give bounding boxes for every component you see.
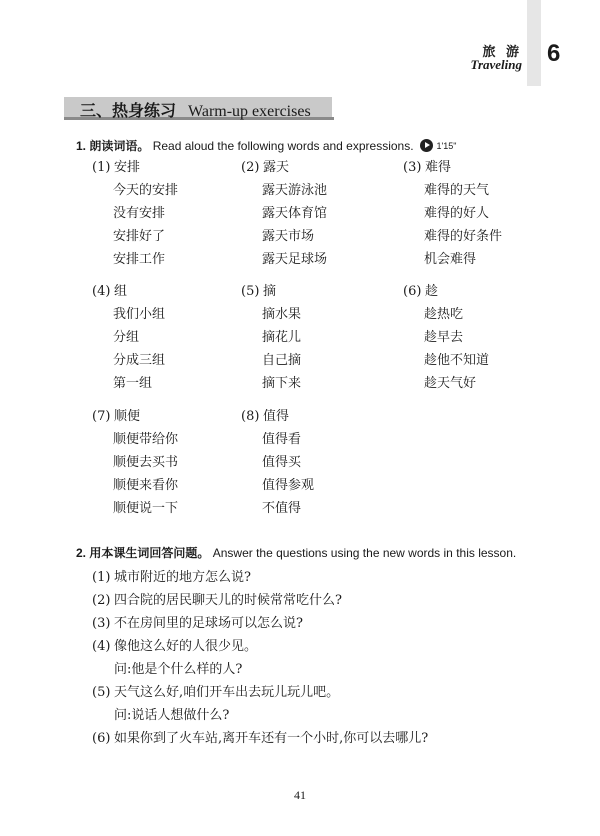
word-expression: 顺便来看你 xyxy=(113,478,179,493)
question-text: 四合院的居民聊天儿的时候常常吃什么? xyxy=(114,593,342,608)
word-expression: 自己摘 xyxy=(262,353,302,368)
question-item xyxy=(92,612,303,631)
question-number: (3) xyxy=(92,616,111,631)
word-expression: 顺便说一下 xyxy=(113,501,179,516)
section-title-en: Warm-up exercises xyxy=(188,103,311,120)
question-text: 如果你到了火车站,离开车还有一个小时,你可以去哪儿? xyxy=(114,731,429,746)
word-group xyxy=(92,156,178,271)
word-group-head: 难得 xyxy=(425,160,452,175)
word-group-number: (6) xyxy=(403,284,422,299)
word-expression: 我们小组 xyxy=(113,307,166,322)
word-expression: 难得的天气 xyxy=(424,183,490,198)
question-item xyxy=(92,566,251,585)
word-group xyxy=(92,280,165,395)
exercise-1-instruction-cn: 朗读词语。 xyxy=(89,139,150,153)
section-heading xyxy=(80,98,311,121)
exercise-2-instruction-cn: 用本课生词回答问题。 xyxy=(89,546,210,560)
audio-duration: 1'15" xyxy=(436,141,457,151)
word-expression: 值得参观 xyxy=(262,478,315,493)
page-number: 41 xyxy=(294,788,306,802)
question-text: 不在房间里的足球场可以怎么说? xyxy=(114,616,303,631)
word-group xyxy=(241,405,314,520)
exercise-1-instruction-en: Read aloud the following words and expressions. xyxy=(152,139,414,153)
word-expression: 值得买 xyxy=(262,455,302,470)
word-expression: 趁早去 xyxy=(424,330,464,345)
word-group xyxy=(403,280,489,395)
section-title-cn: 三、热身练习 xyxy=(80,101,177,120)
word-expression: 露天足球场 xyxy=(262,252,328,267)
word-expression: 顺便去买书 xyxy=(113,455,179,470)
exercise-1-number: 1. xyxy=(76,139,87,153)
word-group-number: (5) xyxy=(241,284,260,299)
question-text: 天气这么好,咱们开车出去玩儿玩儿吧。 xyxy=(114,685,340,700)
word-group-head: 顺便 xyxy=(114,409,141,424)
word-expression: 没有安排 xyxy=(113,206,166,221)
word-group xyxy=(92,405,178,520)
question-item xyxy=(92,589,342,608)
question-item xyxy=(92,727,428,746)
word-expression: 摘水果 xyxy=(262,307,302,322)
word-group-number: (8) xyxy=(241,409,260,424)
word-group-number: (2) xyxy=(241,160,260,175)
word-expression: 分组 xyxy=(113,330,140,345)
word-expression: 值得看 xyxy=(262,432,302,447)
exercise-2-instruction-en: Answer the questions using the new words in this lesson. xyxy=(212,546,517,560)
chapter-number: 6 xyxy=(547,40,561,67)
word-group-number: (3) xyxy=(403,160,422,175)
play-audio-icon[interactable] xyxy=(420,139,433,152)
word-expression: 露天体育馆 xyxy=(262,206,328,221)
exercise-2-number: 2. xyxy=(76,546,87,560)
word-group-number: (7) xyxy=(92,409,111,424)
word-expression: 顺便带给你 xyxy=(113,432,179,447)
word-group-head: 摘 xyxy=(263,284,277,299)
word-expression: 安排好了 xyxy=(113,229,166,244)
chapter-edge-bar xyxy=(527,0,541,86)
word-group-head: 趁 xyxy=(425,284,439,299)
word-expression: 第一组 xyxy=(113,376,153,391)
word-expression: 露天市场 xyxy=(262,229,315,244)
word-expression: 趁天气好 xyxy=(424,376,477,391)
question-text: 城市附近的地方怎么说? xyxy=(114,570,251,585)
word-expression: 摘花儿 xyxy=(262,330,302,345)
question-number: (6) xyxy=(92,731,111,746)
word-group xyxy=(241,280,301,395)
word-expression: 安排工作 xyxy=(113,252,166,267)
word-group xyxy=(241,156,327,271)
word-group-head: 组 xyxy=(114,284,128,299)
question-text: 像他这么好的人很少见。 xyxy=(114,639,258,654)
word-expression: 趁热吃 xyxy=(424,307,464,322)
exercise-2-instruction xyxy=(76,544,516,561)
word-expression: 分成三组 xyxy=(113,353,166,368)
question-subprompt: 问:说话人想做什么? xyxy=(114,708,230,723)
chapter-title-cn: 旅 游 xyxy=(482,45,522,60)
question-item xyxy=(92,681,339,700)
exercise-1-instruction xyxy=(76,137,456,154)
question-item xyxy=(92,635,257,654)
word-group-number: (4) xyxy=(92,284,111,299)
word-group-head: 安排 xyxy=(114,160,141,175)
question-number: (1) xyxy=(92,570,111,585)
word-expression: 摘下来 xyxy=(262,376,302,391)
word-expression: 不值得 xyxy=(262,501,302,516)
word-group-head: 值得 xyxy=(263,409,290,424)
chapter-title-en: Traveling xyxy=(470,57,522,72)
word-expression: 难得的好条件 xyxy=(424,229,503,244)
question-number: (4) xyxy=(92,639,111,654)
word-expression: 难得的好人 xyxy=(424,206,490,221)
word-group-head: 露天 xyxy=(263,160,290,175)
word-group xyxy=(403,156,502,271)
word-expression: 趁他不知道 xyxy=(424,353,490,368)
word-expression: 机会难得 xyxy=(424,252,477,267)
question-number: (5) xyxy=(92,685,111,700)
question-subprompt: 问:他是个什么样的人? xyxy=(114,662,243,677)
word-group-number: (1) xyxy=(92,160,111,175)
word-expression: 今天的安排 xyxy=(113,183,179,198)
question-number: (2) xyxy=(92,593,111,608)
word-expression: 露天游泳池 xyxy=(262,183,328,198)
